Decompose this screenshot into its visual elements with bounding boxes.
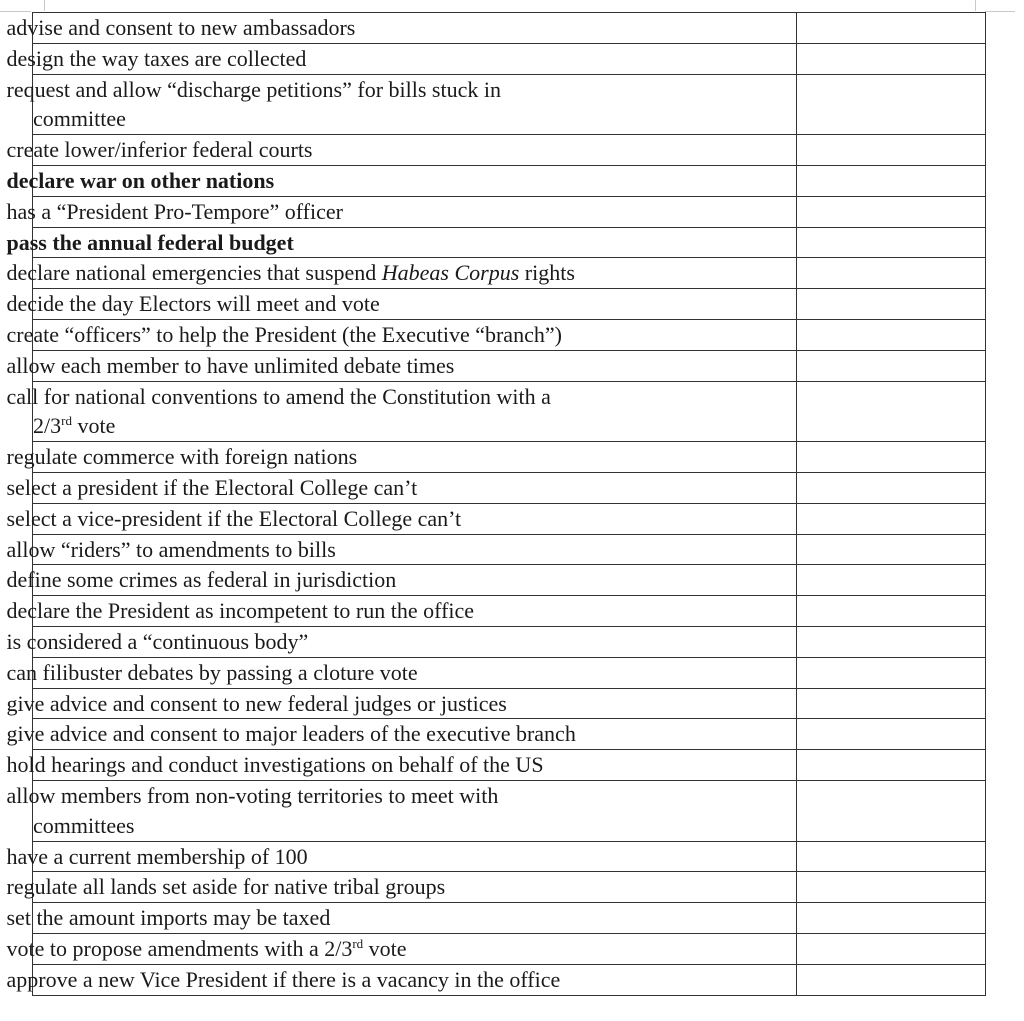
table-row [33, 657, 986, 688]
item-text: declare war on other nations [6, 167, 275, 193]
item-text: advise and consent to new ambassadors [6, 15, 356, 40]
table-row [33, 442, 986, 473]
statement-cell [6, 135, 797, 166]
answer-cell[interactable] [797, 165, 986, 196]
table-row [33, 565, 986, 596]
item-text: select a vice-president if the Electoral College can’t [6, 505, 462, 531]
table-row [33, 503, 986, 534]
statement-cell [6, 74, 797, 135]
statement-cell [6, 903, 797, 934]
table-row [33, 196, 986, 227]
item-text: vote to propose amendments with a 2/3 [6, 935, 353, 961]
answer-cell[interactable] [797, 503, 986, 534]
item-text: give advice and consent to major leaders of the executive branch [6, 721, 576, 747]
statement-cell [6, 750, 797, 781]
statement-cell [6, 227, 797, 258]
answer-cell[interactable] [797, 565, 986, 596]
item-text: declare the President as incompetent to run the office [6, 598, 475, 624]
statement-cell [6, 780, 797, 841]
answer-cell[interactable] [797, 903, 986, 934]
crop-mark-top-right-vertical [975, 0, 976, 11]
item-text: have a current membership of 100 [6, 843, 308, 869]
table-row [33, 780, 986, 841]
item-text: hold hearings and conduct investigations on behalf of the US [6, 752, 544, 778]
statement-cell [6, 196, 797, 227]
statement-cell [6, 626, 797, 657]
answer-cell[interactable] [797, 350, 986, 381]
answer-cell[interactable] [797, 534, 986, 565]
crop-mark-top-right-horizontal [985, 11, 1015, 12]
answer-cell[interactable] [797, 258, 986, 289]
item-text: allow “riders” to amendments to bills [6, 536, 336, 562]
table-row [33, 258, 986, 289]
crop-mark-top-left-vertical [44, 0, 45, 11]
table-row [33, 688, 986, 719]
item-text-end: rights [524, 260, 575, 286]
table-row [33, 626, 986, 657]
item-text: is considered a “continuous body” [6, 628, 309, 654]
table-row [33, 903, 986, 934]
item-text: define some crimes as federal in jurisdiction [6, 567, 397, 593]
table-row [33, 319, 986, 350]
item-text: regulate all lands set aside for native tribal groups [6, 874, 446, 900]
statement-cell [6, 381, 797, 442]
answer-cell[interactable] [797, 43, 986, 74]
item-text: create lower/inferior federal courts [6, 137, 313, 163]
crop-mark-top-left-horizontal [0, 11, 31, 12]
item-text-continuation: committee [33, 106, 126, 132]
table-row [33, 719, 986, 750]
table-row [33, 534, 986, 565]
table-row [33, 933, 986, 964]
statement-cell [6, 503, 797, 534]
table-row [33, 13, 986, 44]
answer-cell[interactable] [797, 289, 986, 320]
statement-cell [6, 319, 797, 350]
table-row [33, 472, 986, 503]
statement-cell [6, 688, 797, 719]
table-row [33, 74, 986, 135]
ordinal-superscript: rd [352, 935, 364, 951]
statement-cell [6, 933, 797, 964]
ordinal-superscript: rd [61, 413, 72, 429]
answer-cell[interactable] [797, 780, 986, 841]
worksheet-table [6, 12, 986, 996]
item-text-end: vote [77, 413, 116, 439]
item-text: decide the day Electors will meet and vote [6, 291, 380, 317]
statement-cell [6, 472, 797, 503]
statement-cell [6, 964, 797, 995]
answer-cell[interactable] [797, 472, 986, 503]
statement-cell [6, 534, 797, 565]
answer-cell[interactable] [797, 135, 986, 166]
answer-cell[interactable] [797, 596, 986, 627]
statement-cell [6, 719, 797, 750]
statement-cell [6, 442, 797, 473]
table-row [33, 841, 986, 872]
answer-cell[interactable] [797, 719, 986, 750]
answer-cell[interactable] [797, 442, 986, 473]
item-text: give advice and consent to new federal judges or justices [6, 690, 507, 716]
table-row [33, 135, 986, 166]
answer-cell[interactable] [797, 196, 986, 227]
item-text: allow members from non-voting territories to meet with [6, 782, 499, 808]
table-row [33, 165, 986, 196]
statement-cell [6, 657, 797, 688]
item-text: call for national conventions to amend the Constitution with a [6, 383, 551, 409]
table-row [33, 381, 986, 442]
statement-cell [6, 43, 797, 74]
item-text: allow each member to have unlimited debate times [6, 352, 455, 378]
answer-cell[interactable] [797, 13, 986, 44]
item-text: pass the annual federal budget [6, 229, 294, 255]
item-text: approve a new Vice President if there is a vacancy in the office [6, 966, 561, 992]
item-text: select a president if the Electoral College can’t [6, 474, 418, 500]
item-text: set the amount imports may be taxed [6, 905, 331, 931]
table-row [33, 964, 986, 995]
statement-cell [6, 350, 797, 381]
statement-cell [6, 565, 797, 596]
table-row [33, 43, 986, 74]
statement-cell [6, 258, 797, 289]
fraction-text: 2/3 [33, 413, 62, 439]
statement-cell [6, 289, 797, 320]
statement-cell [6, 841, 797, 872]
statement-cell [6, 13, 797, 44]
table-row [33, 350, 986, 381]
item-text-end: vote [368, 935, 407, 961]
item-text: can filibuster debates by passing a cloture vote [6, 659, 418, 685]
item-text: design the way taxes are collected [6, 45, 307, 71]
table-row [33, 227, 986, 258]
answer-cell[interactable] [797, 688, 986, 719]
item-text: declare national emergencies that suspend [6, 260, 377, 286]
answer-cell[interactable] [797, 933, 986, 964]
answer-cell[interactable] [797, 74, 986, 135]
answer-cell[interactable] [797, 227, 986, 258]
answer-cell[interactable] [797, 657, 986, 688]
item-text-continuation: committees [33, 812, 135, 838]
table-row [33, 289, 986, 320]
table-row [33, 596, 986, 627]
table-row [33, 872, 986, 903]
item-text: regulate commerce with foreign nations [6, 444, 358, 470]
item-text: request and allow “discharge petitions” for bills stuck in [6, 76, 501, 102]
item-text-continuation [33, 411, 796, 441]
statement-cell [6, 596, 797, 627]
answer-cell[interactable] [797, 626, 986, 657]
statement-cell [6, 165, 797, 196]
item-text: create “officers” to help the President (the Executive “branch”) [6, 321, 562, 347]
answer-cell[interactable] [797, 319, 986, 350]
answer-cell[interactable] [797, 841, 986, 872]
answer-cell[interactable] [797, 964, 986, 995]
answer-cell[interactable] [797, 381, 986, 442]
table-row [33, 750, 986, 781]
item-text-italic: Habeas Corpus [381, 260, 520, 286]
answer-cell[interactable] [797, 872, 986, 903]
statement-cell [6, 872, 797, 903]
item-text: has a “President Pro-Tempore” officer [6, 198, 343, 224]
answer-cell[interactable] [797, 750, 986, 781]
